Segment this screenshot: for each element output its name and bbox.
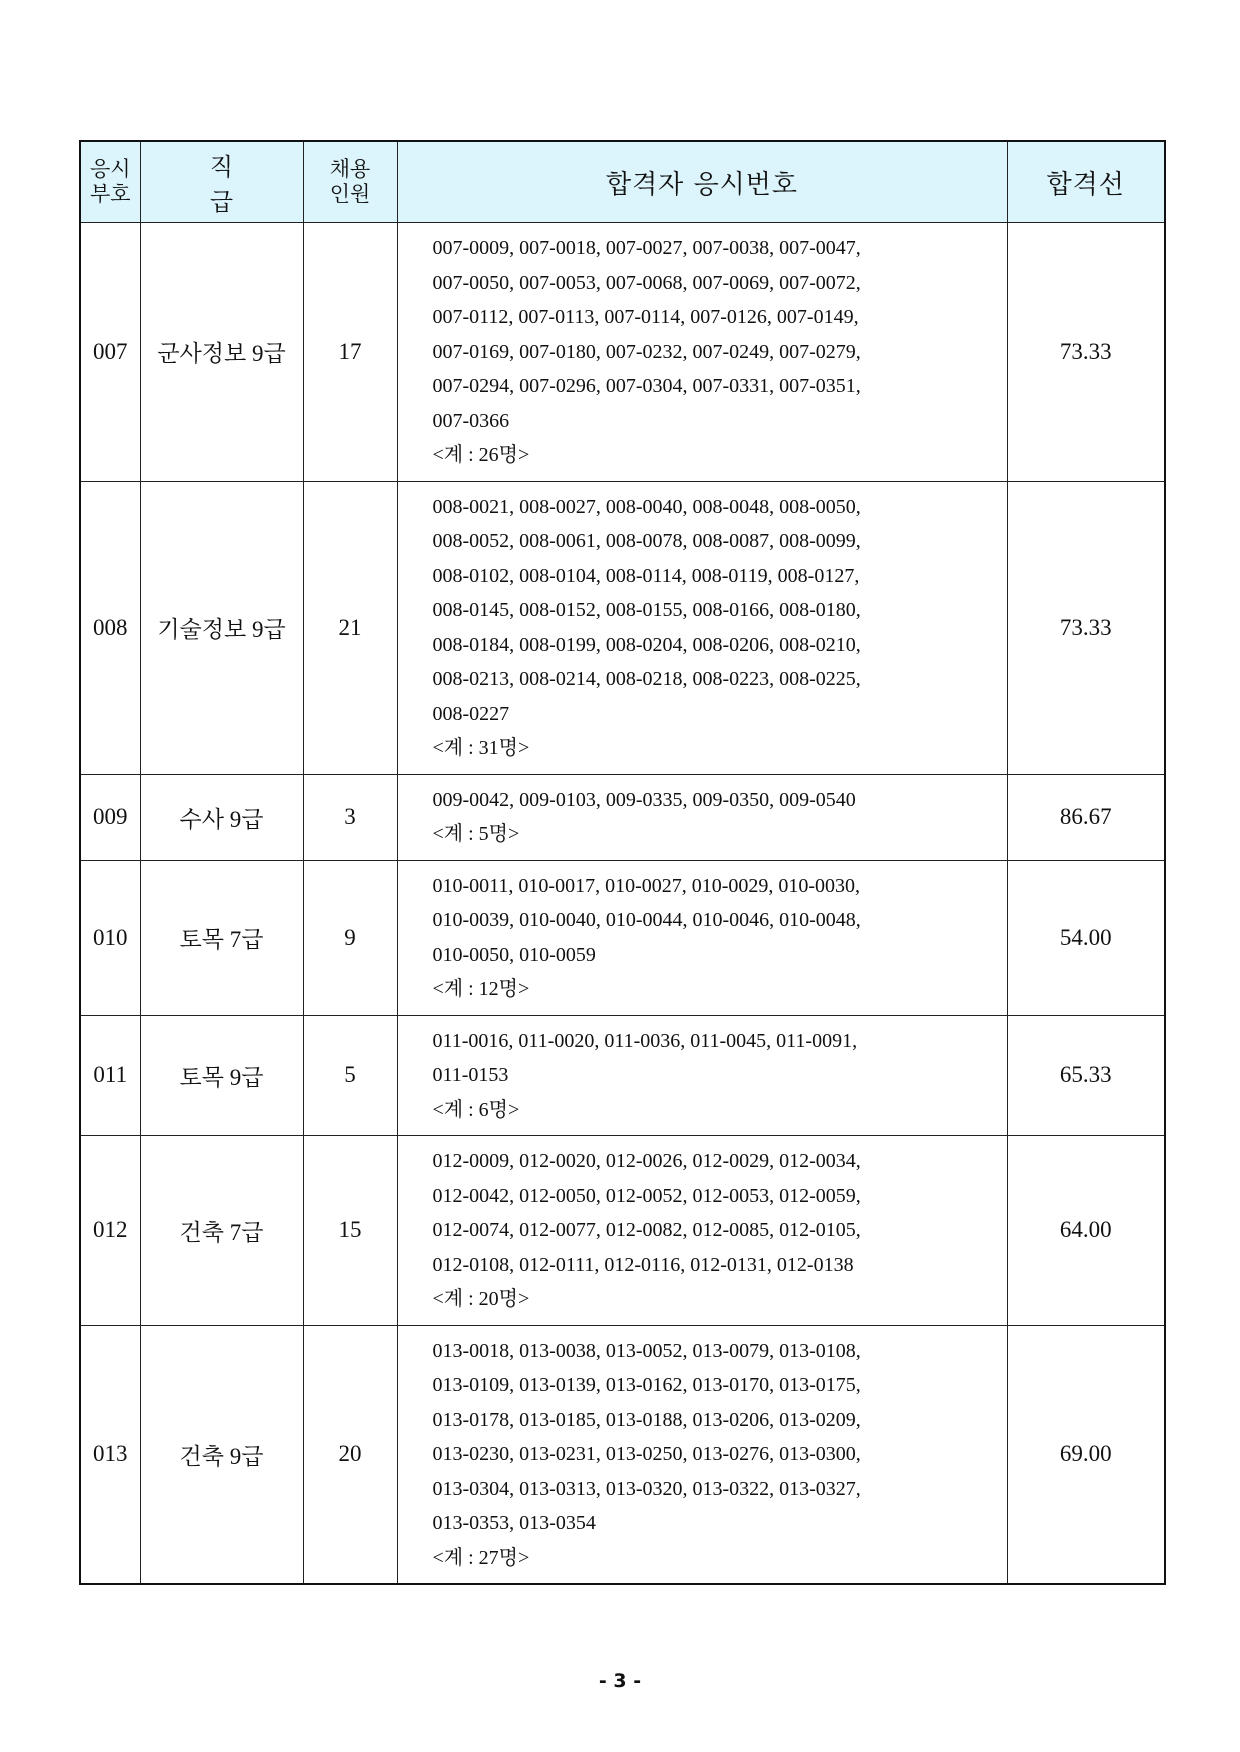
passer-list-cell (397, 223, 1007, 482)
passer-list-cell (397, 1136, 1007, 1326)
page-number: - 3 - (598, 1670, 642, 1692)
header-position: 직 급 (140, 141, 303, 223)
passer-number-line: 008-0145, 008-0152, 008-0155, 008-0166, 008-0180, (432, 599, 861, 621)
passer-number-line: 013-0230, 013-0231, 013-0250, 013-0276, 013-0300, (432, 1443, 861, 1465)
cutoff-cell: 54.00 (1007, 860, 1165, 1015)
exam-code-cell: 008 (80, 481, 140, 774)
header-exam-code (80, 141, 140, 223)
passer-number-line: 007-0366 (432, 409, 510, 432)
passer-number-line: 007-0169, 007-0180, 007-0232, 007-0249, 007-0279, (432, 340, 861, 363)
passer-list-cell (397, 1015, 1007, 1136)
exam-code-cell: 013 (80, 1325, 140, 1584)
passer-total: <계 : 31명> (432, 737, 530, 759)
exam-code-cell: 010 (80, 860, 140, 1015)
header-exam-code-line1: 응시 (89, 157, 131, 181)
cutoff-cell: 86.67 (1007, 774, 1165, 860)
passer-total: <계 : 12명> (432, 978, 530, 1000)
passer-number-line: 010-0039, 010-0040, 010-0044, 010-0046, 010-0048, (432, 909, 861, 931)
cutoff-cell: 69.00 (1007, 1325, 1165, 1584)
cutoff-cell: 65.33 (1007, 1015, 1165, 1136)
passer-number-line: 012-0009, 012-0020, 012-0026, 012-0029, 012-0034, (432, 1150, 861, 1172)
passer-number-line: 007-0294, 007-0296, 007-0304, 007-0331, 007-0351, (432, 375, 861, 397)
passer-total: <계 : 6명> (432, 1098, 520, 1121)
passer-number-line: 013-0304, 013-0313, 013-0320, 013-0322, 013-0327, (432, 1477, 861, 1500)
cutoff-cell: 64.00 (1007, 1136, 1165, 1326)
passer-number-line: 012-0074, 012-0077, 012-0082, 012-0085, 012-0105, (432, 1219, 861, 1241)
exam-code-cell: 012 (80, 1136, 140, 1326)
passer-number-line: 012-0108, 012-0111, 012-0116, 012-0131, 012-0138 (432, 1253, 854, 1276)
passer-number-line: 008-0227 (432, 702, 510, 725)
table-row (80, 223, 1165, 482)
passer-number-line: 008-0184, 008-0199, 008-0204, 008-0206, 008-0210, (432, 633, 861, 656)
position-cell: 수사 9급 (140, 774, 303, 860)
passer-number-line: 011-0153 (432, 1064, 509, 1086)
hires-cell: 20 (303, 1325, 397, 1584)
header-exam-code-line2: 부호 (89, 182, 131, 206)
cutoff-cell: 73.33 (1007, 481, 1165, 774)
passer-number-line: 013-0178, 013-0185, 013-0188, 013-0206, 013-0209, (432, 1408, 861, 1431)
position-cell: 군사정보 9급 (140, 223, 303, 482)
passer-total: <계 : 20명> (432, 1288, 530, 1310)
table-row (80, 1136, 1165, 1326)
table-row (80, 1325, 1165, 1584)
passer-number-line: 013-0109, 013-0139, 013-0162, 013-0170, 013-0175, (432, 1374, 861, 1396)
passer-number-line: 008-0102, 008-0104, 008-0114, 008-0119, 008-0127, (432, 564, 860, 587)
table-row (80, 1015, 1165, 1136)
table-body (80, 223, 1165, 1585)
exam-code-cell: 011 (80, 1015, 140, 1136)
position-cell: 기술정보 9급 (140, 481, 303, 774)
passer-number-line: 007-0112, 007-0113, 007-0114, 007-0126, 007-0149, (432, 306, 859, 328)
passer-total: <계 : 26명> (432, 444, 530, 466)
passer-list-cell (397, 860, 1007, 1015)
table-row (80, 860, 1165, 1015)
cutoff-cell: 73.33 (1007, 223, 1165, 482)
passer-number-line: 009-0042, 009-0103, 009-0335, 009-0350, 009-0540 (432, 788, 856, 811)
exam-code-cell: 009 (80, 774, 140, 860)
hires-cell: 17 (303, 223, 397, 482)
passer-number-line: 008-0052, 008-0061, 008-0078, 008-0087, 008-0099, (432, 530, 861, 552)
table-row (80, 774, 1165, 860)
header-hires-line2: 인원 (329, 182, 371, 206)
passer-total: <계 : 5명> (432, 823, 520, 845)
passer-number-line: 011-0016, 011-0020, 011-0036, 011-0045, 011-0091, (432, 1029, 858, 1052)
position-cell: 토목 9급 (140, 1015, 303, 1136)
header-cutoff: 합격선 (1007, 141, 1165, 223)
position-cell: 토목 7급 (140, 860, 303, 1015)
passer-number-line: 007-0009, 007-0018, 007-0027, 007-0038, 007-0047, (432, 237, 861, 259)
passer-number-line: 012-0042, 012-0050, 012-0052, 012-0053, 012-0059, (432, 1184, 861, 1207)
hires-cell: 21 (303, 481, 397, 774)
header-passers: 합격자 응시번호 (397, 141, 1007, 223)
passer-number-line: 013-0018, 013-0038, 013-0052, 013-0079, 013-0108, (432, 1339, 861, 1362)
header-hires-line1: 채용 (329, 157, 371, 181)
passer-total: <계 : 27명> (432, 1546, 530, 1569)
position-cell: 건축 7급 (140, 1136, 303, 1326)
hires-cell: 3 (303, 774, 397, 860)
header-hires (303, 141, 397, 223)
passer-list-cell (397, 774, 1007, 860)
hires-cell: 5 (303, 1015, 397, 1136)
passer-number-line: 008-0213, 008-0214, 008-0218, 008-0223, 008-0225, (432, 668, 861, 690)
passer-number-line: 007-0050, 007-0053, 007-0068, 007-0069, 007-0072, (432, 271, 861, 294)
passer-number-line: 010-0050, 010-0059 (432, 943, 596, 966)
exam-code-cell: 007 (80, 223, 140, 482)
passer-list-cell (397, 481, 1007, 774)
table-row (80, 481, 1165, 774)
passer-number-line: 008-0021, 008-0027, 008-0040, 008-0048, 008-0050, (432, 495, 861, 518)
header-row (80, 141, 1165, 223)
position-cell: 건축 9급 (140, 1325, 303, 1584)
passer-number-line: 010-0011, 010-0017, 010-0027, 010-0029, 010-0030, (432, 874, 861, 897)
results-table (79, 140, 1166, 1585)
passer-list-cell (397, 1325, 1007, 1584)
passer-number-line: 013-0353, 013-0354 (432, 1512, 596, 1534)
hires-cell: 15 (303, 1136, 397, 1326)
hires-cell: 9 (303, 860, 397, 1015)
